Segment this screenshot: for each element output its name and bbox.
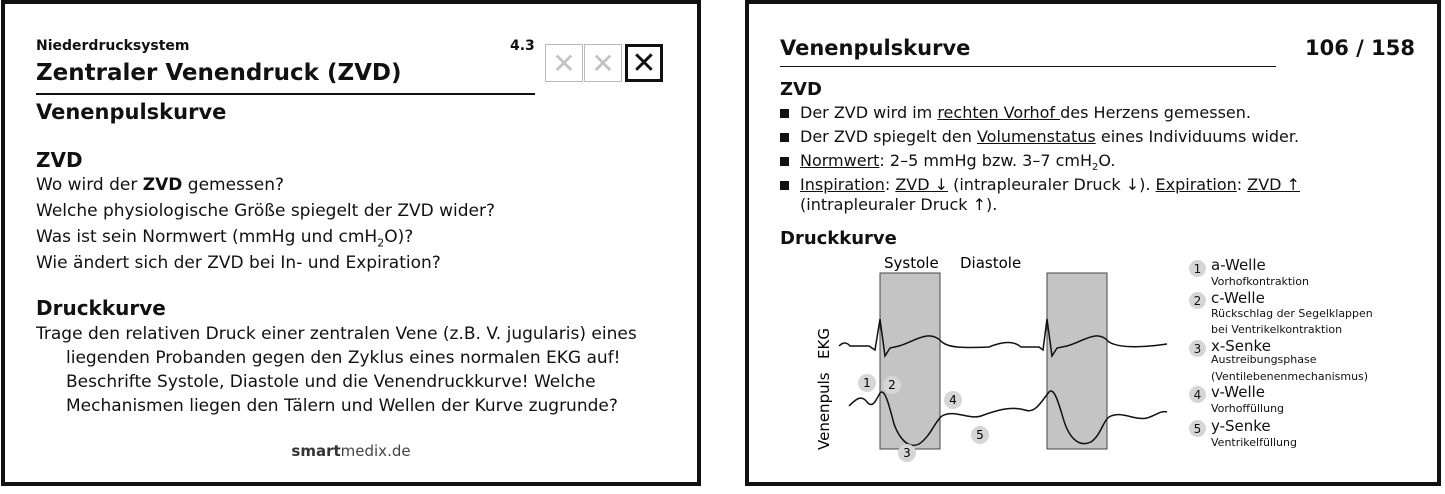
diastole-label: Diastole bbox=[960, 254, 1022, 272]
systole-label: Systole bbox=[884, 254, 939, 272]
legend-4-desc: Vorhoffüllung bbox=[1211, 402, 1285, 415]
legend-3-title: x-Senke bbox=[1211, 337, 1271, 355]
task-text: Trage den relativen Druck einer zentralen Vene (z.B. V. jugularis) eines liegenden Probanden gegen den Zyklus eines normalen EKG auf! Beschrifte Systole, Diastole und die Venendruckkurve! Welche Mechanismen liegen den Tälern und Wellen der Kurve zugrunde? bbox=[36, 324, 637, 416]
rating-box-3[interactable] bbox=[625, 44, 663, 82]
card-number: 4.3 bbox=[510, 38, 535, 54]
legend-1-title: a-Welle bbox=[1211, 256, 1266, 274]
marker-1: 1 bbox=[863, 376, 871, 390]
question-3: Was ist sein Normwert (mmHg und cmH$_2$O)? bbox=[36, 227, 414, 250]
legend-5-title: y-Senke bbox=[1211, 417, 1271, 435]
legend-5-number: 5 bbox=[1189, 420, 1206, 437]
venenpuls-axis-label: Venenpuls bbox=[815, 372, 833, 450]
marker-2: 2 bbox=[888, 378, 896, 392]
title-divider bbox=[36, 93, 535, 95]
legend-5-desc: Ventrikelfüllung bbox=[1211, 436, 1297, 449]
legend-4-number: 4 bbox=[1189, 386, 1206, 403]
ekg-axis-label: EKG bbox=[815, 328, 833, 359]
section-heading-zvd: ZVD bbox=[780, 79, 822, 100]
section-heading-druckkurve: Druckkurve bbox=[36, 296, 166, 320]
question-1: Wo wird der ZVD gemessen? bbox=[36, 175, 285, 195]
answer-title: Venenpulskurve bbox=[780, 36, 971, 60]
rating-box-1[interactable] bbox=[545, 44, 583, 82]
legend-3-desc-2: (Ventilebenenmechanismus) bbox=[1211, 370, 1369, 383]
venous-pulse-diagram bbox=[749, 4, 1189, 490]
card-category: Niederdrucksystem bbox=[36, 38, 190, 54]
legend-2-title: c-Welle bbox=[1211, 289, 1265, 307]
legend-3-number: 3 bbox=[1189, 340, 1206, 357]
question-card bbox=[1, 0, 701, 486]
cross-icon: ✕ bbox=[631, 45, 657, 81]
section-heading-zvd: ZVD bbox=[36, 148, 83, 172]
answer-card: Venenpulskurve 106 / 158 ZVD Der ZVD wird im rechten Vorhof des Herzens gemessen. Der ZVD spiegelt den Volumenstatus eines Individuums wider. Normwert: 2–5 mmHg bzw. 3–7 cmH$_2$O. Inspiration: ZVD ↓ (intrapleuraler Druck ↓). Expiration: ZVD ↑ (intrapleuraler Druck ↑). Druckkurve Systole Diastole EKG Venenpuls 1 2 3 4 5 1 a-Welle Vorhofkontraktion 2 c-Welle Rückschlag der Segelklappen bei Ventrikelkontraktion 3 x-Senke Austreibungsphase (Ventilebenenmechanismus) 4 v-Welle Vorhoffüllung 5 y-Senke Ventrikelfüllung bbox=[745, 0, 1441, 486]
rating-box-2[interactable] bbox=[584, 44, 622, 82]
legend-2-number: 2 bbox=[1189, 292, 1206, 309]
marker-3: 3 bbox=[903, 446, 911, 460]
cross-icon: ✕ bbox=[552, 46, 576, 80]
section-heading-druckkurve: Druckkurve bbox=[780, 228, 897, 249]
legend-1-number: 1 bbox=[1189, 260, 1206, 277]
marker-4: 4 bbox=[949, 393, 957, 407]
brand-footer: smartmedix.de bbox=[291, 442, 411, 460]
legend-4-title: v-Welle bbox=[1211, 383, 1266, 401]
question-2: Welche physiologische Größe spiegelt der ZVD wider? bbox=[36, 201, 495, 221]
systole-shading-2 bbox=[1047, 273, 1107, 449]
question-4: Wie ändert sich der ZVD bei In- und Expiration? bbox=[36, 253, 441, 273]
systole-shading-1 bbox=[880, 273, 940, 449]
legend-2-desc-1: Rückschlag der Segelklappen bbox=[1211, 307, 1373, 320]
legend-1-desc: Vorhofkontraktion bbox=[1211, 275, 1310, 288]
legend-2-desc-2: bei Ventrikelkontraktion bbox=[1211, 323, 1343, 336]
cross-icon: ✕ bbox=[591, 46, 615, 80]
marker-5: 5 bbox=[976, 428, 984, 442]
card-title: Zentraler Venendruck (ZVD) bbox=[36, 60, 402, 86]
page-counter: 106 / 158 bbox=[1305, 36, 1415, 60]
legend-3-desc-1: Austreibungsphase bbox=[1211, 353, 1317, 366]
card-subtitle: Venenpulskurve bbox=[36, 100, 227, 124]
